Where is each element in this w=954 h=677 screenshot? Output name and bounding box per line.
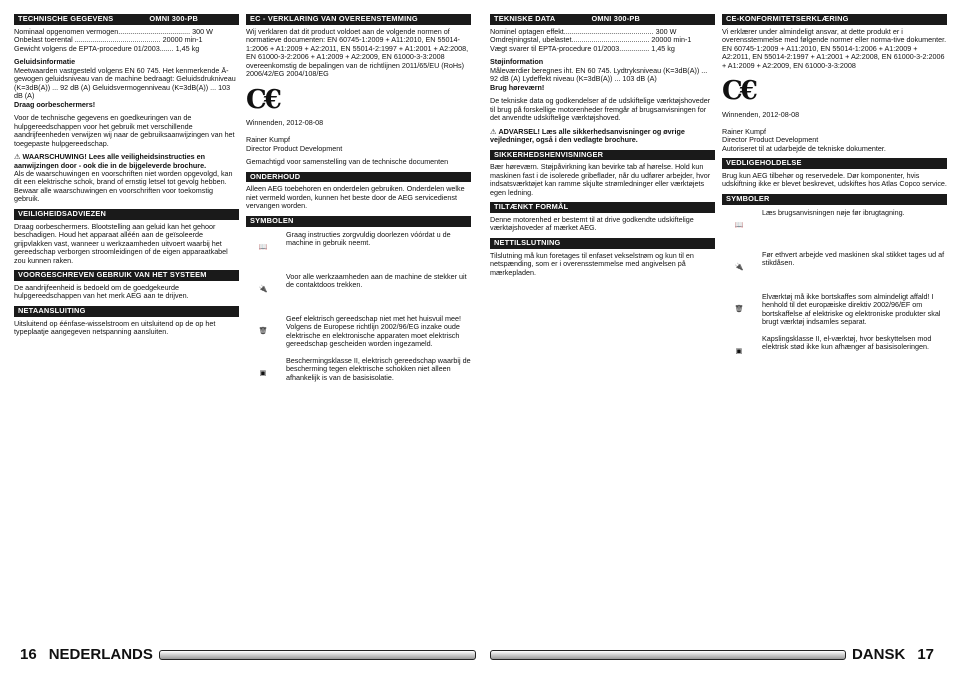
class-ii-icon: ▣ (735, 346, 743, 356)
unplug-icon: 🔌 (258, 284, 268, 294)
col-nl-2: EC - VERKLARING VAN OVEREENSTEMMING Wij verklaren dat dit product voldoet aan de volgende normen of normatieve documenten: EN 60745-1:2009 + A11:2010, EN 55014-1:2006 + A1:2009 + A2:2011, EN 55014-2:1997 + A1:2001 + A2:2008, EN 61000-3-2:2006 + A1:2009 + A2:2009, EN 61000-3-3:2008 overeenkomstig de bepalingen van de richtlijnen 2011/65/EU (RoHs) 2006/42/EG 2004/108/EG C€ Winnenden, 2012-08-08 Rainer Kumpf Director Product Development Gemachtigd voor samenstelling van de technische documenten ONDERHOUD Alleen AEG toebehoren en onderdelen gebruiken. Onderdelen welke niet vermeld worden, kunnen het beste door de AEG servicedienst vervangen worden. SYMBOLEN 📖 Graag instructies zorgvuldig doorlezen vóórdat u de machine in gebruik neemt. 🔌 Voor alle werkzaamheden aan de machine de stekker uit de contaktdoos trekken. 🗑 Geef elektrisch gereedschap niet met het huisvuil mee! Volgens de Europese richtlijn 2002/96/EG inzake oude elektrische en elektronische apparaten moet elektrisch gereedschap gescheiden worden ingezameld. ▣ Beschermingsklasse II, elektrisch gereedschap waarbij de bescherming tegen elektrische schokken niet alleen afhankelijk is van de basisisolatie. (246, 12, 471, 399)
warning-icon: ⚠ (490, 126, 497, 136)
col-da-1: TEKNISKE DATA OMNI 300-PB Nominel optagen effekt............................................. 300 W Omdrejningstal, ubelastet....................................... 20000 min-1 Vægt svarer til EPTA-procedure 01/2003............... 1,45 kg Støjinformation Måleværdier beregnes iht. EN 60 745. Lydtryksniveau (K=3dB(A)) ... 92 dB (A) Lydeffekt niveau (K=3dB(A)) ... 103 dB (A) Brug høreværn! De tekniske data og godkendelser af de udskiftelige værktøjshoveder til brug på forskellige motorenheder fremgår af brugsanvisningen for det anvendte udskiftelige værktøjshoved. ⚠ ADVARSEL! Læs alle sikkerhedsanvisninger og øvrige vejledninger, også i den vedlagte brochure. SIKKERHEDSHENVISNINGER Bær høreværn. Støjpåvirkning kan bevirke tab af hørelse. Hold kun maskinen fast i de isolerede gribeflader, når du udfører arbejder, hvor indsatsværktøjet kan ramme skjulte strømledninger eller værktøjets egen ledning. TILTÆNKT FORMÅL Denne motorenhed er bestemt til at drive godkendte udskiftelige værktøjshoveder af mærket AEG. NETTILSLUTNING Tilslutning må kun foretages til enfaset vekselstrøm og kun til en netspænding, som er i overensstemmelse med angivelsen på mærkepladen. (490, 12, 715, 282)
footer-left: 16 NEDERLANDS (14, 645, 476, 665)
read-manual-icon: 📖 (258, 242, 268, 252)
class-ii-icon: ▣ (259, 368, 267, 378)
ce-mark-icon: C€ (722, 76, 755, 107)
warning-icon: ⚠ (14, 152, 21, 162)
read-manual-icon: 📖 (734, 220, 744, 230)
col-nl-1: TECHNISCHE GEGEVENS OMNI 300-PB Nominaal opgenomen vermogen.................................... 300 W Onbelast toerental ........................................... 20000 min-1 Gewicht volgens de EPTA-procedure 01/2003....... 1,45 kg Geluidsinformatie Meetwaarden vastgesteld volgens EN 60 745. Het kenmerkende Ā-gewogen geluidsniveau van de machine bedraagt: Geluidsdrukniveau (K=3dB(A)) ... 92 dB (A) Geluidsvermogenniveau (K=3dB(A)) ... 103 dB (A) Draag oorbeschermers! Voor de technische gegevens en goedkeuringen van de hulpgereedschappen voor het gebruik met verschillende aandrijfeenheden verwijzen wij naar de gebruiksaanwijzingen van het toegepaste hulpgereedschap. ⚠ WAARSCHUWING! Lees alle veiligheidsinstructies en aanwijzingen door - ook die in de bijgeleverde brochure. Als de waarschuwingen en voorschriften niet worden opgevolgd, kan dit een elektrische schok, brand of ernstig letsel tot gevolg hebben. Bewaar alle waarschuwingen en voorschriften voor toekomstig gebruik. VEILIGHEIDSADVIEZEN Draag oorbeschermers. Blootstelling aan geluid kan het gehoor beschadigen. Houd het apparaat alléén aan de geïsoleerde grijpvlakken vast, wanneer u werkzaamheden uitvoert waarbij het gereedschap verborgen stroomleidingen of de eigen apparaatkabel zou kunnen raken. VOORGESCHREVEN GEBRUIK VAN HET SYSTEEM De aandrijfeenheid is bedoeld om de goedgekeurde hulpgereedschappen van het merk AEG aan te drijven. NETAANSLUITING Uitsluitend op éénfase-wisselstroom en uitsluitend op de op het typeplaatje aangegeven netspanning aansluiten. (14, 12, 239, 342)
spec-list: Nominaal opgenomen vermogen.................................... 300 W Onbelast toerental ........................................... 20000 min-1 Gewicht volgens de EPTA-procedure 01/2003....... 1,45 kg (14, 26, 213, 53)
ce-mark-icon: C€ (246, 84, 279, 115)
footer-right: DANSK 17 (490, 645, 940, 665)
weee-bin-icon: 🗑 (734, 304, 744, 314)
weee-bin-icon: 🗑 (258, 326, 268, 336)
col-da-2: CE-KONFORMITETSERKLÆRING Vi erklærer under almindeligt ansvar, at dette produkt er i overensstemmelse med følgende normer eller norma-tive dokumenter. EN 60745-1:2009 + A11:2010, EN 55014-1:2006 + A1:2009 + A2:2011, EN 55014-2:1997 + A1:2001 + A2:2008, EN 61000-3-2:2006 + A1:2009 + A2:2009, EN 61000-3-3:2008 C€ Winnenden, 2012-08-08 Rainer Kumpf Director Product Development Autoriseret til at udarbejde de tekniske dokumenter. VEDLIGEHOLDELSE Brug kun AEG tilbehør og reservedele. Dør komponenter, hvis udskiftning ikke er blevet beskrevet, udskiftes hos Atlas Copco service. SYMBOLER 📖 Læs brugsanvisningen nøje før ibrugtagning. 🔌 Før ethvert arbejde ved maskinen skal stikket tages ud af stikdåsen. 🗑 Elværktøj må ikke bortskaffes som almindeligt affald! I henhold til det europæiske direktiv 2002/96/EF om bortskaffelse af elektriske og elektroniske produkter skal brugt værktøj indsamles separat. ▣ Kapslingsklasse II, el-værktøj, hvor beskyttelsen mod elektrisk stød ikke kun afhænger af basisisoleringen. (722, 12, 947, 377)
unplug-icon: 🔌 (734, 262, 744, 272)
